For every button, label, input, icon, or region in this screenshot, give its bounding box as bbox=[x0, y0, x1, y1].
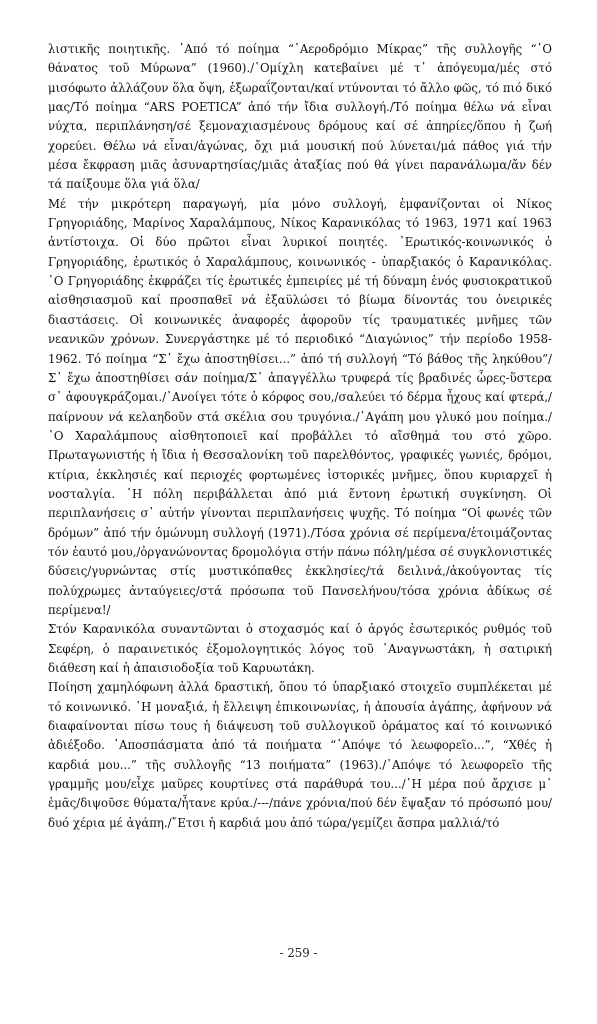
paragraph-4: Ποίηση χαμηλόφωνη ἀλλά δραστική, ὅπου τό ὑπαρξιακό στοιχεῖο συμπλέκεται μέ τό κοινωνικό. ῾Η μοναξιά, ἡ ἔλλειψη ἐπικοινωνίας, ἡ ἀπουσία ἀγάπης, ἀφήνουν νά διαφαίνονται πίσω τους ἡ διάψευση τοῦ συλλογικοῦ ὁράματος καί τό κοινωνικό ἀδιέξοδο. ᾿Αποσπάσματα ἀπό τά ποιήματα “᾿Απόψε τό λεωφορεῖο...”, “Χθές ἡ καρδιά μου...” τῆς συλλογῆς “13 ποιήματα” (1963)./᾿Απόψε τό λεωφορεῖο τῆς γραμμῆς μου/εἶχε μαῦρες κουρτίνες στά παράθυρά του.../῾Η μέρα πού ἄρχισε μ᾿ ἐμᾶς/διψοῦσε θύματα/ἦτανε κρύα./---/πάνε χρόνια/πού δέν ἔψαξαν τό πρόσωπό μου/δυό χέρια μέ ἀγάπη./῎Ετσι ἡ καρδιά μου ἀπό τώρα/γεμίζει ἄσπρα μαλλιά/τό bbox=[48, 680, 552, 830]
document-page bbox=[48, 40, 552, 833]
page-number: - 259 - bbox=[279, 946, 318, 960]
paragraph-1: λιστικῆς ποιητικῆς. ᾿Από τό ποίημα “᾿Αεροδρόμιο Μίκρας” τῆς συλλογῆς “῾Ο θάνατος τοῦ Μύρωνα” (1960)./῾Ομίχλη κατεβαίνει μέ τ᾿ ἀπόγευμα/μές στό μισόφωτο ἀλλάζουν ὅλα ὄψη, ἐξωραΐζονται/καί ντύνονται τό ἄλλο φῶς, τό πιό δικό μας/Τό ποίημα “ARS POETICA” ἀπό τήν ἴδια συλλογή./Τό ποίημα θέλω νά εἶναι νύχτα, περιπλάνηση/σέ ξεμοναχιασμένους δρόμους καί σέ ἀπηρίες/ὅπου ἡ ζωή χορεύει. Θέλω νά εἶναι/ἀγώνας, ὄχι μιά μουσική πού λύνεται/μά πάθος γιά τήν μέσα ἔκφραση μιᾶς ἀσυναρτησίας/μιᾶς ἀταξίας πού θά γίνει παρανάλωμα/ἄν δέν τά παίξουμε ὅλα γιά ὅλα/ bbox=[48, 42, 552, 192]
paragraph-2: Μέ τήν μικρότερη παραγωγή, μία μόνο συλλογή, ἐμφανίζονται οἱ Νίκος Γρηγοριάδης, Μαρίνος Χαραλάμπους, Νίκος Καρανικόλας τό 1963, 1971 καί 1963 ἀντίστοιχα. Οἱ δύο πρῶτοι εἶναι λυρικοί ποιητές. ᾿Ερωτικός-κοινωνικός ὁ Γρηγοριάδης, ἐρωτικός ὁ Χαραλάμπους, κοινωνικός - ὑπαρξιακός ὁ Καρανικόλας. ῾Ο Γρηγοριάδης ἐκφράζει τίς ἐρωτικές ἐμπειρίες μέ τή δύναμη ἑνός φυσιοκρατικοῦ αἰσθησιασμοῦ καί προσπαθεῖ νά ἐξαϋλώσει τό βίωμα δίνοντάς του ὀνειρικές διαστάσεις. Οἱ κοινωνικές ἀναφορές ἀφοροῦν τίς τραυματικές μνῆμες τῶν νεανικῶν χρόνων. Συνεργάστηκε μέ τό περιοδικό “Διαγώνιος” τήν περίοδο 1958-1962. Τό ποίημα “Σ᾿ ἔχω ἀποστηθίσει...” ἀπό τή συλλογή “Τό βάθος τῆς ληκύθου”/Σ᾿ ἔχω ἀποστηθίσει σάν ποίημα/Σ᾿ ἀπαγγέλλω τρυφερά τίς βραδινές ὧρες-ὕστερα σ᾿ ἀφουγκράζομαι./᾿Ανοίγει τότε ὁ κόρφος σου,/σαλεύει τό δέρμα ἦχους καί φτερά,/παίρνουν νά κελαηδοῦν στά σκέλια σου τρυγόνια./᾿Αγάπη μου γλυκό μου ποίημα./῾Ο Χαραλάμπους αἰσθητοποιεῖ καί προβάλλει τό αἴσθημά του στό χῶρο. Πρωταγωνιστής ἡ ἴδια ἡ Θεσσαλονίκη τοῦ παρελθόντος, γραφικές γωνιές, δρόμοι, κτίρια, ἐκκλησιές καί περιοχές φορτωμένες ἱστορικές μνῆμες, ὅπου κυριαρχεῖ ἡ νοσταλγία. ῾Η πόλη περιβάλλεται ἀπό μιά ἔντονη ἐρωτική συγκίνηση. Οἱ περιπλανήσεις σ᾿ αὐτήν γίνονται περιπλανήσεις ψυχῆς. Τό ποίημα “Οἱ φωνές τῶν δρόμων” ἀπό τήν ὁμώνυμη συλλογή (1971)./Τόσα χρόνια σέ περίμενα/ἑτοιμάζοντας τόν ἑαυτό μου,/ὀργανώνοντας δρομολόγια στήν πάνω πόλη/μέσα σέ συγκλονιστικές δύσεις/γυρνώντας στίς μυστικόπαθες ἐκκλησίες/τά δειλινά,/ἀκούγοντας τίς πολύχρωμες ἀνταύγειες/στά πρόσωπα τοῦ Πανσελήνου/τόσα χρόνια ἀδίκως σέ περίμενα!/ bbox=[48, 196, 552, 617]
paragraph-3: Στόν Καρανικόλα συναντῶνται ὁ στοχασμός καί ὁ ἀργός ἐσωτερικός ρυθμός τοῦ Σεφέρη, ὁ παραινετικός ἐξομολογητικός λόγος τοῦ ᾿Αναγνωστάκη, ἡ σατιρική διάθεση καί ἡ ἀπαισιοδοξία τοῦ Καρυωτάκη. bbox=[48, 622, 552, 675]
